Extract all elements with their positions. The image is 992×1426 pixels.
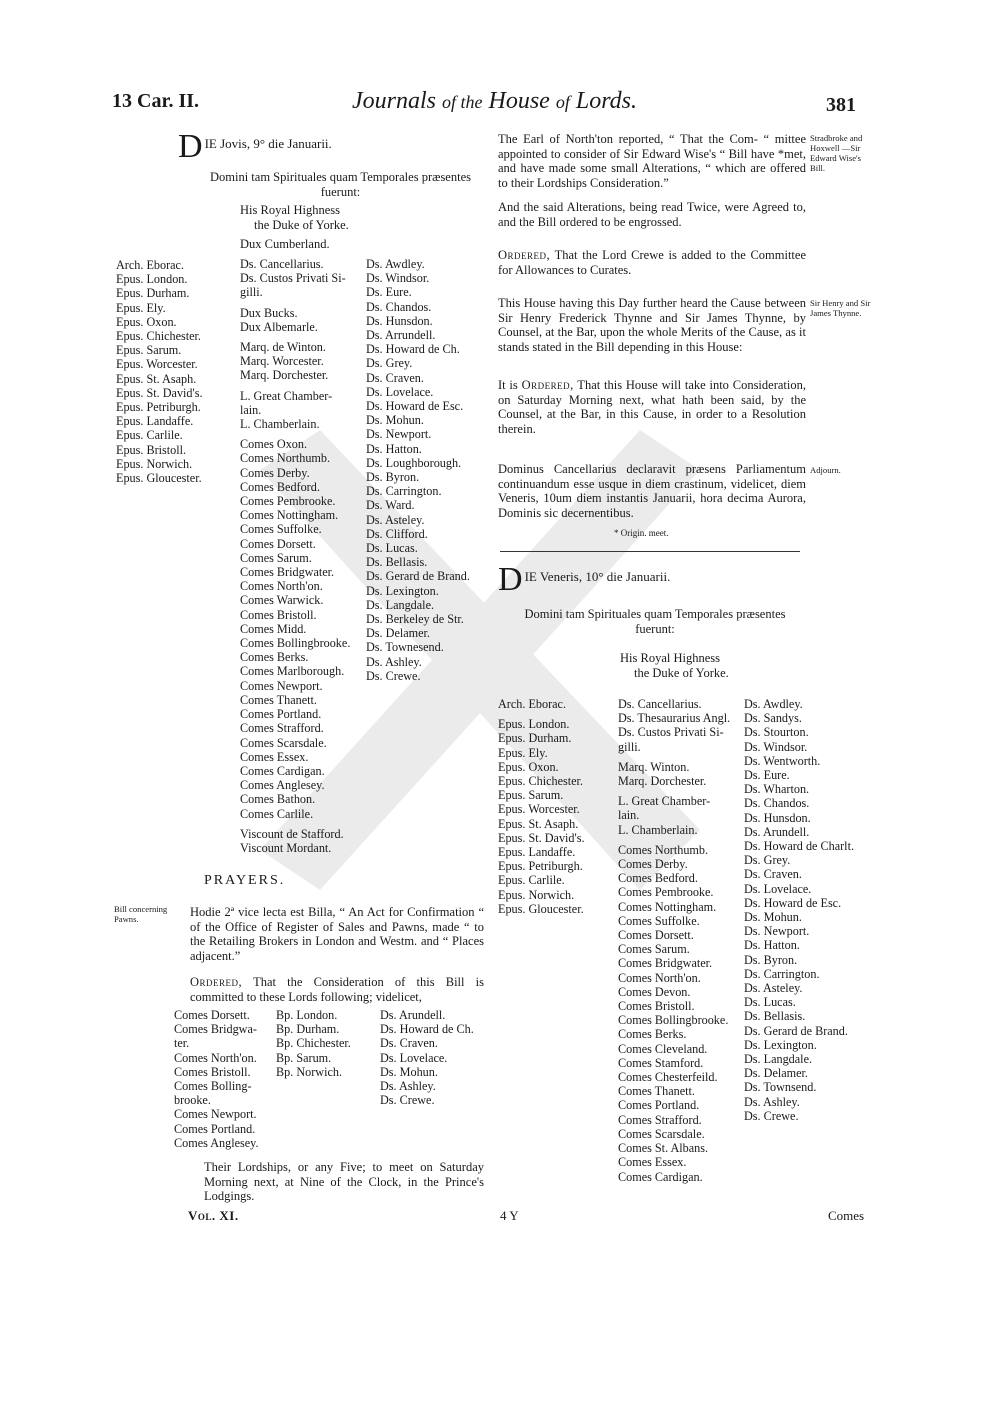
list-item: Ds. Hunsdon. [366, 313, 433, 328]
list-item: Ds. Craven. [366, 370, 424, 385]
list-item: Ds. Ashley. [744, 1094, 800, 1109]
list-item: Comes Scarsdale. [240, 735, 327, 750]
list-item: Comes Portland. [174, 1121, 256, 1136]
left-session-title: IE Jovis, 9° die Januarii. [204, 136, 332, 151]
list-item: Ds. Arrundell. [366, 328, 436, 343]
list-item: ter. [174, 1036, 190, 1051]
list-item: Comes Oxon. [240, 437, 308, 452]
left-session-initial: D [178, 128, 203, 165]
crewe-ordered-label: Ordered, [498, 248, 551, 262]
list-item: Comes North'on. [240, 579, 323, 594]
list-item: Comes Northumb. [240, 451, 331, 466]
list-item: L. Great Chamber- [240, 388, 333, 403]
list-item: Comes Bolling- [174, 1079, 252, 1094]
list-item: Epus. Chichester. [498, 774, 583, 789]
list-item: Comes Thanett. [240, 692, 317, 707]
right-bishops-list [498, 697, 585, 916]
list-item: Comes Suffolke. [240, 522, 322, 537]
right-present-line2: fuerunt: [635, 621, 675, 636]
list-item: L. Chamberlain. [618, 822, 698, 837]
list-item: Ds. Gerard de Brand. [366, 569, 470, 584]
list-item: Comes Thanett. [618, 1084, 695, 1099]
order2-text: That this House will take into Consideration, on Saturday Morning next, what hath been said, by the Counsel, at the Bar, in this Cause, in order to a Resolution therein. [498, 378, 806, 436]
order2-pre: It is [498, 378, 522, 392]
list-item: Bp. Durham. [276, 1022, 340, 1037]
committee-earls-list [174, 1008, 259, 1150]
list-item: Comes North'on. [174, 1050, 257, 1065]
list-item: Ds. Loughborough. [366, 455, 462, 470]
list-item: Epus. Carlile. [498, 873, 565, 888]
list-item: Comes Cardigan. [240, 763, 325, 778]
list-item: Comes Bridgwa- [174, 1022, 257, 1037]
bill-reading-paragraph: Hodie 2ª vice lecta est Billa, “ An Act for Confirmation “ of the Office of Register of Sales and Pawns, made “ to the Retailing Brokers in London and Westm. and “ Places adjacent.” [190, 905, 484, 963]
list-item: Ds. Hatton. [744, 938, 800, 953]
list-item: Epus. Gloucester. [498, 901, 584, 916]
right-middle-list [618, 697, 730, 1184]
left-royal-highness [240, 203, 349, 232]
list-item: Ds. Chandos. [366, 299, 432, 314]
list-item: Comes Cardigan. [618, 1169, 703, 1184]
left-present-line2: fuerunt: [320, 184, 361, 199]
committee-bishops-list [276, 1008, 351, 1079]
list-item: Comes Marlborough. [240, 664, 345, 679]
list-item: Epus. Petriburgh. [498, 859, 583, 874]
list-item: Ds. Wharton. [744, 782, 810, 797]
list-item: Comes Essex. [618, 1155, 687, 1170]
footer-signature: 4 Y [500, 1208, 519, 1223]
list-item: Comes Portland. [240, 707, 322, 722]
list-item: Ds. Gerard de Brand. [744, 1023, 848, 1038]
list-item: Arch. Eborac. [498, 697, 567, 711]
left-session-heading [178, 128, 332, 165]
list-item: Bp. Sarum. [276, 1050, 332, 1065]
list-item: lain. [240, 402, 262, 417]
header-regnal-year: 13 Car. II. [112, 90, 200, 112]
list-item: Ds. Langdale. [366, 597, 435, 612]
list-item: Marq. Dorchester. [240, 368, 329, 383]
list-item: Ds. Howard de Ch. [366, 342, 460, 357]
list-item: Ds. Stourton. [744, 725, 809, 740]
list-item: Epus. London. [116, 272, 188, 287]
list-item: Comes Dorsett. [240, 536, 316, 551]
list-item: Epus. Oxon. [498, 759, 559, 774]
list-item: Comes North'on. [618, 970, 701, 985]
list-item: Ds. Cancellarius. [618, 697, 702, 711]
list-item: Ds. Asteley. [366, 512, 425, 527]
list-item: Comes Portland. [618, 1098, 700, 1113]
list-item: Viscount de Stafford. [240, 826, 344, 841]
list-item: Ds. Craven. [744, 867, 802, 882]
list-item: Comes Bedford. [618, 871, 698, 886]
header-title-of: of [555, 92, 570, 112]
list-item: Ds. Carrington. [366, 484, 442, 499]
left-royal-line2: the Duke of Yorke. [254, 217, 349, 232]
list-item: Ds. Townsend. [744, 1080, 817, 1095]
right-session-heading [498, 561, 671, 598]
list-item: Comes Dorsett. [174, 1008, 250, 1022]
list-item: Ds. Sandys. [744, 711, 802, 726]
list-item: Comes Bristoll. [240, 607, 317, 622]
list-item: Comes Carlile. [240, 806, 314, 821]
list-item: Comes Devon. [618, 984, 691, 999]
list-item: L. Great Chamber- [618, 794, 711, 809]
list-item: Comes Nottingham. [240, 508, 339, 523]
list-item: Ds. Crewe. [744, 1108, 799, 1123]
consideration-order-paragraph [498, 378, 806, 436]
margin-note-wise-bill: Stradbroke and Hoxwell —Sir Edward Wise's Bill. [810, 133, 863, 173]
list-item: Comes St. Albans. [618, 1141, 709, 1156]
list-item: Epus. Ely. [116, 300, 166, 315]
committee-barons-list [380, 1008, 474, 1107]
list-item: Comes Derby. [618, 857, 688, 872]
list-item: Ds. Windsor. [366, 271, 430, 286]
right-present-heading [500, 607, 810, 636]
header-title [352, 88, 637, 115]
order2-ordered-label: Ordered, [521, 378, 574, 392]
list-item: L. Chamberlain. [240, 417, 320, 432]
list-item: Comes Nottingham. [618, 899, 717, 914]
list-item: Ds. Byron. [744, 952, 798, 967]
list-item: Epus. London. [498, 717, 570, 732]
ordered-committee-text: That the Consideration of this Bill is committed to these Lords following; videlicet, [190, 975, 484, 1004]
list-item: Ds. Howard de Charlt. [744, 839, 855, 854]
list-item: Ds. Lucas. [744, 995, 796, 1010]
list-item: Ds. Mohun. [366, 413, 424, 428]
list-item: Ds. Newport. [366, 427, 432, 442]
list-item: Comes Bridgwater. [618, 956, 713, 971]
list-item: Comes Chesterfeild. [618, 1070, 718, 1085]
list-item: brooke. [174, 1093, 211, 1108]
list-item: Comes Suffolke. [618, 913, 700, 928]
list-item: Marq. de Winton. [240, 340, 326, 355]
list-item: Dux Albemarle. [240, 319, 318, 334]
list-item: Ds. Clifford. [366, 526, 428, 541]
alterations-paragraph: And the said Alterations, being read Twice, were Agreed to, and the Bill ordered to be engrossed. [498, 200, 806, 229]
left-barons-list [366, 257, 470, 683]
left-present-heading [198, 170, 483, 199]
list-item: Comes Northumb. [618, 842, 709, 857]
list-item: Epus. Petriburgh. [116, 400, 201, 415]
page-number: 381 [826, 94, 856, 116]
footnote: * Origin. meet. [614, 528, 669, 538]
list-item: Ds. Eure. [744, 768, 790, 783]
right-present-line1: Domini tam Spirituales quam Temporales præsentes [524, 607, 786, 621]
list-item: Ds. Chandos. [744, 796, 810, 811]
list-item: Comes Sarum. [618, 942, 690, 957]
list-item: Ds. Custos Privati Si- [240, 271, 346, 286]
list-item: Comes Essex. [240, 749, 309, 764]
list-item: Epus. Carlile. [116, 428, 183, 443]
list-item: Comes Strafford. [240, 721, 324, 736]
list-item: Ds. Grey. [366, 356, 413, 371]
list-item: Arch. Eborac. [116, 258, 185, 272]
report-paragraph: The Earl of North'ton reported, “ That the Com- “ mittee appointed to consider of Sir Edward Wise's “ Bill have *met, and have made some small Alterations, “ which are offered to their Lordships Consideration.” [498, 132, 806, 190]
list-item: Ds. Eure. [366, 285, 412, 300]
list-item: Epus. Durham. [116, 286, 190, 301]
right-barons-list [744, 697, 854, 1123]
right-royal-line1: His Royal Highness [620, 651, 720, 665]
list-item: Ds. Lexington. [366, 583, 439, 598]
left-present-line1: Domini tam Spirituales quam Temporales præsentes [209, 170, 471, 184]
header-title-journals: Journals [352, 88, 436, 114]
list-item: Ds. Hatton. [366, 441, 422, 456]
list-item: Ds. Arundell. [744, 824, 810, 839]
list-item: Ds. Howard de Esc. [744, 895, 842, 910]
list-item: Epus. Landaffe. [498, 845, 576, 860]
list-item: Ds. Howard de Ch. [380, 1022, 474, 1037]
list-item: gilli. [618, 739, 641, 754]
list-item: Ds. Crewe. [380, 1093, 435, 1108]
header-title-of-the: of the [442, 92, 483, 112]
margin-note-adjourn: Adjourn. [810, 465, 841, 475]
list-item: Comes Dorsett. [618, 928, 694, 943]
list-item: Epus. Gloucester. [116, 471, 202, 486]
list-item: Epus. Sarum. [498, 788, 564, 803]
list-item: Ds. Lovelace. [380, 1050, 448, 1065]
list-item: Comes Bathon. [240, 792, 316, 807]
list-item: Epus. St. David's. [116, 385, 203, 400]
list-item: Epus. St. Asaph. [116, 371, 197, 386]
crewe-order-text: That the Lord Crewe is added to the Committee for Allowances to Curates. [498, 248, 806, 277]
footer-catchword: Comes [828, 1208, 865, 1223]
list-item: Dux Bucks. [240, 305, 298, 320]
list-item: Marq. Dorchester. [618, 774, 707, 789]
ordered-committee-paragraph [190, 975, 484, 1004]
list-item: Ds. Bellasis. [744, 1009, 806, 1024]
header-title-house: House [488, 88, 550, 114]
list-item: Ds. Asteley. [744, 981, 803, 996]
list-item: Epus. Ely. [498, 745, 548, 760]
list-item: Comes Bridgwater. [240, 565, 335, 580]
list-item: Epus. Durham. [498, 731, 572, 746]
list-item: Ds. Craven. [380, 1036, 438, 1051]
list-item: Ds. Carrington. [744, 966, 820, 981]
list-item: Epus. Worcester. [116, 357, 198, 372]
list-item: Comes Pembrooke. [240, 494, 336, 509]
list-item: Epus. Bristoll. [116, 442, 187, 457]
list-item: Comes Derby. [240, 465, 310, 480]
left-dux-cumberland: Dux Cumberland. [240, 237, 330, 251]
list-item: Ds. Lexington. [744, 1037, 817, 1052]
list-item: Comes Midd. [240, 621, 307, 636]
list-item: Epus. Norwich. [116, 456, 193, 471]
right-session-initial: D [498, 561, 523, 598]
list-item: Ds. Townesend. [366, 640, 444, 655]
list-item: Ds. Hunsdon. [744, 810, 811, 825]
left-royal-line1: His Royal Highness [240, 203, 340, 217]
list-item: Ds. Windsor. [744, 739, 808, 754]
list-item: Comes Berks. [240, 650, 309, 665]
list-item: Ds. Grey. [744, 853, 791, 868]
footer-volume: Vol. XI. [188, 1208, 239, 1223]
list-item: Ds. Byron. [366, 470, 420, 485]
list-item: Epus. Worcester. [498, 802, 580, 817]
list-item: Epus. St. David's. [498, 830, 585, 845]
list-item: Comes Bristoll. [174, 1064, 251, 1079]
list-item: Ds. Ashley. [380, 1079, 436, 1094]
list-item: Epus. Landaffe. [116, 414, 194, 429]
right-session-title: IE Veneris, 10° die Januarii. [524, 569, 671, 584]
list-item: Comes Berks. [618, 1027, 687, 1042]
list-item: Viscount Mordant. [240, 840, 332, 855]
list-item: Epus. St. Asaph. [498, 816, 579, 831]
list-item: Ds. Awdley. [744, 697, 803, 711]
list-item: Comes Scarsdale. [618, 1126, 705, 1141]
margin-note-thynne: Sir Henry and Sir James Thynne. [810, 298, 871, 318]
list-item: Ds. Wentworth. [744, 753, 821, 768]
list-item: Comes Warwick. [240, 593, 324, 608]
list-item: Comes Strafford. [618, 1112, 702, 1127]
list-item: Ds. Custos Privati Si- [618, 725, 724, 740]
list-item: Ds. Howard de Esc. [366, 399, 464, 414]
prayers-heading: PRAYERS. [204, 873, 286, 888]
list-item: Ds. Awdley. [366, 257, 425, 271]
list-item: Comes Bollingbrooke. [240, 636, 351, 651]
margin-note-bill-pawns: Bill concerning Pawns. [114, 904, 168, 924]
list-item: Ds. Ward. [366, 498, 415, 513]
crewe-order-paragraph [498, 248, 806, 277]
list-item: Ds. Newport. [744, 924, 810, 939]
list-item: Ds. Lovelace. [744, 881, 812, 896]
list-item: Comes Sarum. [240, 550, 312, 565]
list-item: Ds. Bellasis. [366, 555, 428, 570]
list-item: Comes Anglesey. [240, 778, 325, 793]
list-item: Marq. Winton. [618, 759, 690, 774]
adjourn-paragraph: Dominus Cancellarius declaravit præsens Parliamentum continuandum esse usque in diem crastinum, videlicet, diem Veneris, 10um diem instantis Januarii, hora decima Aurora, Dominis sic decernentibus. [498, 462, 806, 520]
thynne-cause-paragraph: This House having this Day further heard the Cause between Sir Henry Frederick Thynne and Sir James Thynne, by Counsel, at the Bar, upon the whole Merits of the Cause, as it stands stated in the Bill depending in this House: [498, 296, 806, 354]
list-item: Comes Bristoll. [618, 999, 695, 1014]
list-item: Ds. Arundell. [380, 1008, 446, 1022]
list-item: Comes Anglesey. [174, 1135, 259, 1150]
list-item: Marq. Worcester. [240, 354, 324, 369]
list-item: Comes Stamford. [618, 1055, 704, 1070]
right-royal-line2: the Duke of Yorke. [634, 665, 729, 680]
list-item: Comes Pembrooke. [618, 885, 714, 900]
list-item: Ds. Mohun. [744, 910, 802, 925]
list-item: Comes Bedford. [240, 479, 320, 494]
list-item: Bp. Chichester. [276, 1036, 351, 1051]
list-item: Ds. Lovelace. [366, 384, 434, 399]
list-item: Ds. Langdale. [744, 1052, 813, 1067]
list-item: Bp. Norwich. [276, 1064, 343, 1079]
header-title-lords: Lords. [575, 88, 637, 114]
list-item: lain. [618, 808, 640, 823]
list-item: Ds. Lucas. [366, 541, 418, 556]
list-item: Bp. London. [276, 1008, 338, 1022]
list-item: Ds. Delamer. [366, 626, 430, 641]
list-item: Ds. Mohun. [380, 1064, 438, 1079]
list-item: Epus. Sarum. [116, 343, 182, 358]
left-middle-list [240, 257, 350, 855]
meeting-paragraph: Their Lordships, or any Five; to meet on Saturday Morning next, at Nine of the Clock, in the Prince's Lodgings. [204, 1160, 484, 1204]
list-item: Ds. Thesaurarius Angl. [618, 711, 731, 726]
left-bishops-list [116, 258, 203, 485]
right-royal-highness [620, 651, 729, 680]
list-item: Epus. Norwich. [498, 887, 575, 902]
list-item: Ds. Ashley. [366, 654, 422, 669]
list-item: Comes Bollingbrooke. [618, 1013, 729, 1028]
list-item: Ds. Berkeley de Str. [366, 612, 464, 627]
list-item: Epus. Oxon. [116, 314, 177, 329]
list-item: Ds. Delamer. [744, 1066, 808, 1081]
list-item: Comes Cleveland. [618, 1041, 708, 1056]
list-item: Comes Newport. [174, 1107, 257, 1122]
list-item: Ds. Cancellarius. [240, 257, 324, 271]
ordered-label: Ordered, [190, 975, 243, 989]
list-item: gilli. [240, 285, 263, 300]
list-item: Epus. Chichester. [116, 329, 201, 344]
list-item: Ds. Crewe. [366, 668, 421, 683]
section-divider [500, 551, 800, 552]
list-item: Comes Newport. [240, 678, 323, 693]
